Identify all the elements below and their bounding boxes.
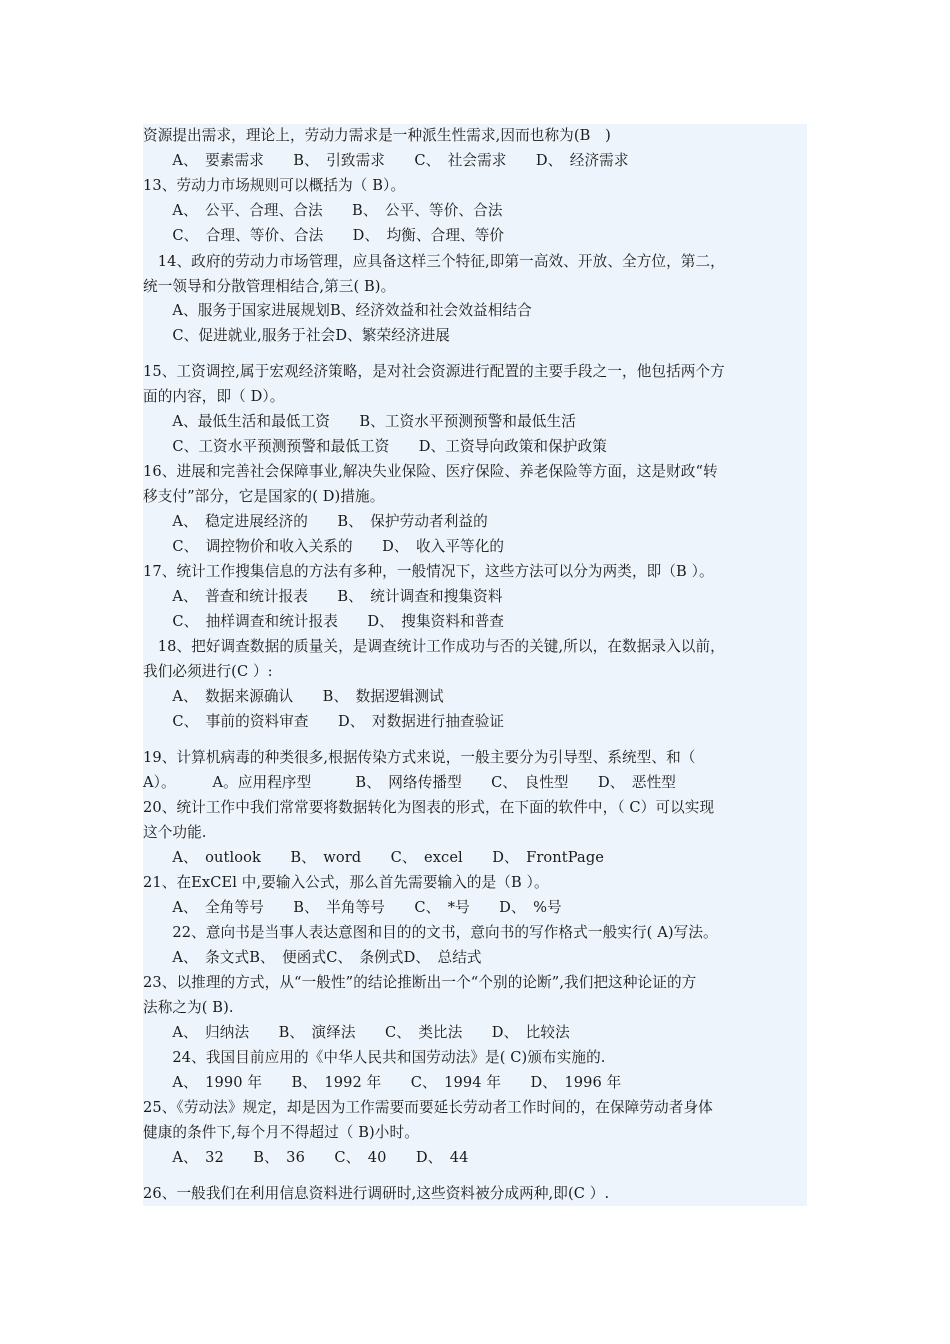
text-line: A）。 A。应用程序型 B、 网络传播型 C、 良性型 D、 恶性型 <box>143 774 676 791</box>
text-line: A、 条文式B、 便函式C、 条例式D、 总结式 <box>143 949 482 966</box>
text-line: A、 1990 年 B、 1992 年 C、 1994 年 D、 1996 年 <box>143 1074 622 1091</box>
text-line: 14、政府的劳动力市场管理，应具备这样三个特征,即第一高效、开放、全方位，第二， <box>143 253 725 270</box>
text-line: C、 合理、等价、合法 D、 均衡、合理、等价 <box>143 227 505 244</box>
text-line: 面的内容，即（ D）。 <box>143 388 285 405</box>
text-line: 健康的条件下,每个月不得超过（ B)小时。 <box>143 1124 419 1141</box>
text-line: 15、工资调控,属于宏观经济策略，是对社会资源进行配置的主要手段之一，他包括两个方 <box>143 363 725 380</box>
text-line: C、 调控物价和收入关系的 D、 收入平等化的 <box>143 538 505 555</box>
text-line: 13、劳动力市场规则可以概括为（ B）。 <box>143 177 406 194</box>
text-line: 25、《劳动法》规定，却是因为工作需要而要延长劳动者工作时间的，在保障劳动者身体 <box>143 1099 713 1116</box>
text-line: 这个功能. <box>143 824 207 841</box>
text-line: A、 outlook B、 word C、 excel D、 FrontPage <box>143 849 604 866</box>
text-line: A、 要素需求 B、 引致需求 C、 社会需求 D、 经济需求 <box>143 152 629 169</box>
text-line: 18、把好调查数据的质量关，是调查统计工作成功与否的关键,所以，在数据录入以前， <box>143 638 725 655</box>
text-line: C、工资水平预测预警和最低工资 D、工资导向政策和保护政策 <box>143 438 607 455</box>
text-line: A、最低生活和最低工资 B、工资水平预测预警和最低生活 <box>143 413 576 430</box>
text-line: A、服务于国家进展规划B、经济效益和社会效益相结合 <box>143 302 532 319</box>
text-line: 法称之为( B). <box>143 999 234 1016</box>
exam-question-text <box>143 124 807 1206</box>
text-line: 19、计算机病毒的种类很多,根据传染方式来说，一般主要分为引导型、系统型、和（ <box>143 749 696 766</box>
text-line: 21、在ExCEl 中,要输入公式，那么首先需要输入的是（B ）。 <box>143 874 549 891</box>
text-line: 23、以推理的方式，从“一般性”的结论推断出一个“个别的论断”,我们把这种论证的方 <box>143 974 697 991</box>
text-line: A、 数据来源确认 B、 数据逻辑测试 <box>143 688 444 705</box>
text-line: C、 事前的资料审查 D、 对数据进行抽查验证 <box>143 713 505 730</box>
text-line: 我们必须进行(C ）: <box>143 663 273 680</box>
text-line: 24、我国目前应用的《中华人民共和国劳动法》是( C)颁布实施的. <box>143 1049 606 1066</box>
text-line: 26、一般我们在利用信息资料进行调研时,这些资料被分成两种,即(C ）. <box>143 1185 610 1202</box>
text-line: A、 公平、合理、合法 B、 公平、等价、合法 <box>143 202 503 219</box>
text-line: A、 归纳法 B、 演绎法 C、 类比法 D、 比较法 <box>143 1024 570 1041</box>
text-line: 17、统计工作搜集信息的方法有多种，一般情况下，这些方法可以分为两类，即（B ）。 <box>143 563 714 580</box>
text-line: C、 抽样调查和统计报表 D、 搜集资料和普查 <box>143 613 505 630</box>
text-line: A、 32 B、 36 C、 40 D、 44 <box>143 1149 469 1166</box>
text-line: 22、意向书是当事人表达意图和目的的文书，意向书的写作格式一般实行( A)写法。 <box>143 924 718 941</box>
text-line: A、 全角等号 B、 半角等号 C、 *号 D、 %号 <box>143 899 562 916</box>
text-line: A、 稳定进展经济的 B、 保护劳动者利益的 <box>143 513 488 530</box>
text-line: 资源提出需求，理论上，劳动力需求是一种派生性需求,因而也称为(B ) <box>143 127 611 144</box>
text-line: 20、统计工作中我们常常要将数据转化为图表的形式，在下面的软件中，（ C）可以实现 <box>143 799 715 816</box>
text-line: C、促进就业,服务于社会D、繁荣经济进展 <box>143 327 450 344</box>
text-line: A、 普查和统计报表 B、 统计调查和搜集资料 <box>143 588 503 605</box>
text-line: 统一领导和分散管理相结合,第三( B)。 <box>143 278 396 295</box>
text-line: 移支付”部分，它是国家的( D)措施。 <box>143 488 385 505</box>
text-line: 16、进展和完善社会保障事业,解决失业保险、医疗保险、养老保险等方面，这是财政“转 <box>143 463 718 480</box>
